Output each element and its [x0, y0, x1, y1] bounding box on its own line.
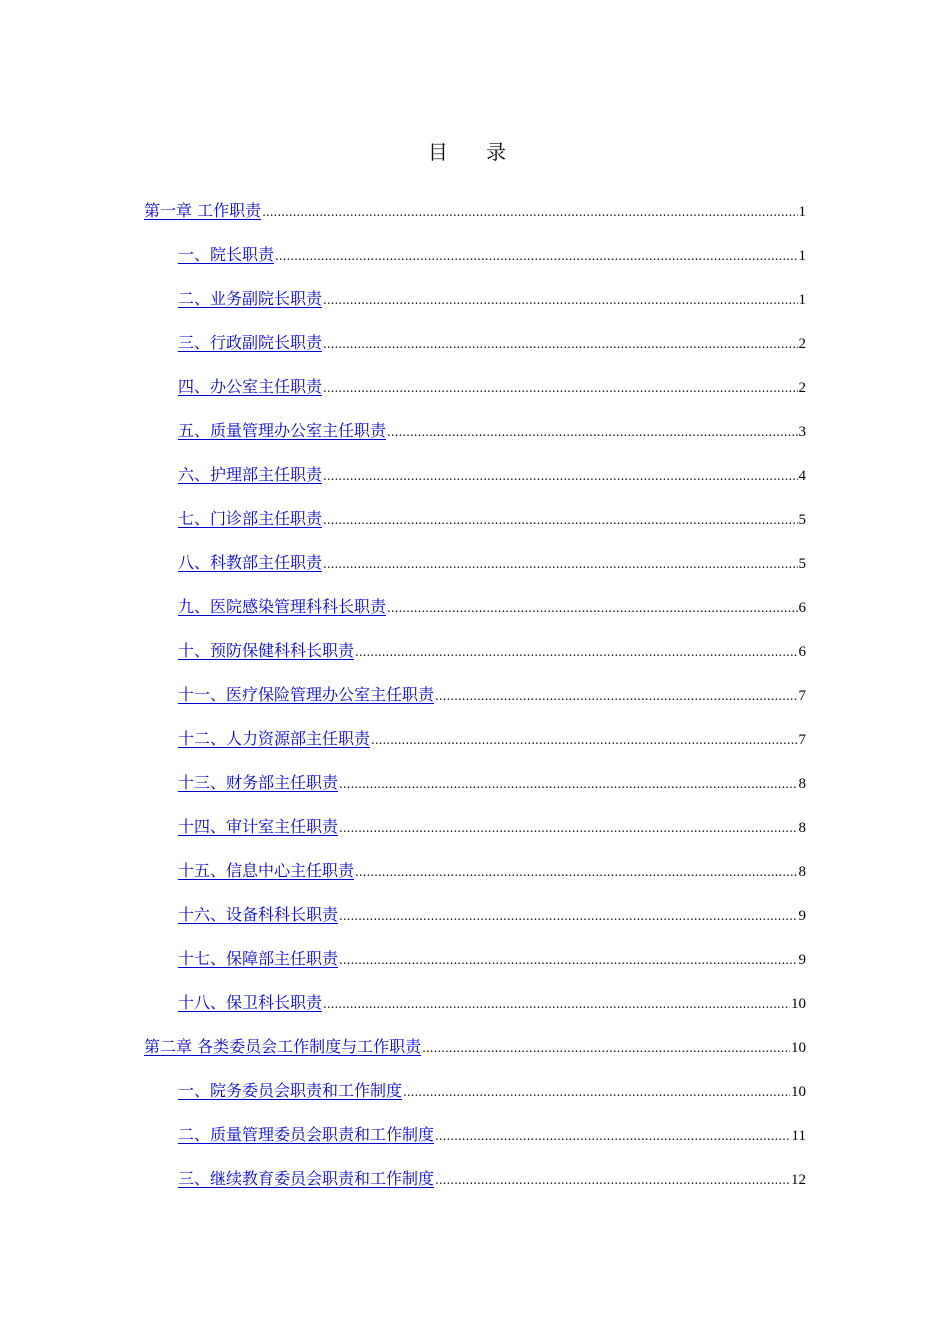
- dot-leader: [355, 858, 797, 886]
- toc-entry-link[interactable]: 三、继续教育委员会职责和工作制度: [178, 1169, 435, 1188]
- toc-entry-link[interactable]: 三、行政副院长职责: [178, 333, 323, 352]
- toc-page-number: 2: [798, 336, 806, 352]
- toc-page-number: 4: [798, 468, 806, 484]
- toc-entry-link[interactable]: 十、预防保健科科长职责: [178, 641, 355, 660]
- dot-leader: [339, 902, 797, 930]
- dot-leader: [262, 198, 797, 226]
- toc-entry-link[interactable]: 十一、医疗保险管理办公室主任职责: [178, 685, 435, 704]
- toc-section-entry[interactable]: [144, 417, 806, 461]
- dot-leader: [323, 990, 790, 1018]
- toc-page-number: 6: [798, 644, 806, 660]
- dot-leader: [387, 594, 797, 622]
- dot-leader: [275, 242, 797, 270]
- toc-section-entry[interactable]: [144, 989, 806, 1033]
- dot-leader: [323, 374, 797, 402]
- toc-entry-link[interactable]: 二、业务副院长职责: [178, 289, 323, 308]
- toc-entry-link[interactable]: 十六、设备科科长职责: [178, 905, 339, 924]
- toc-section-entry[interactable]: [144, 593, 806, 637]
- toc-section-entry[interactable]: [144, 241, 806, 285]
- toc-section-entry[interactable]: [144, 945, 806, 989]
- toc-section-entry[interactable]: [144, 461, 806, 505]
- toc-list: [144, 197, 806, 1209]
- toc-page-number: 9: [798, 952, 806, 968]
- toc-entry-link[interactable]: 一、院长职责: [178, 245, 275, 264]
- toc-page-number: 10: [791, 1084, 806, 1100]
- dot-leader: [387, 418, 797, 446]
- toc-entry-link[interactable]: 第二章 各类委员会工作制度与工作职责: [144, 1037, 422, 1056]
- toc-section-entry[interactable]: [144, 813, 806, 857]
- toc-page-number: 6: [798, 600, 806, 616]
- toc-section-entry[interactable]: [144, 285, 806, 329]
- toc-page-number: 12: [791, 1172, 806, 1188]
- toc-page-number: 5: [798, 512, 806, 528]
- toc-section-entry[interactable]: [144, 637, 806, 681]
- toc-entry-link[interactable]: 十七、保障部主任职责: [178, 949, 339, 968]
- toc-section-entry[interactable]: [144, 901, 806, 945]
- toc-entry-link[interactable]: 十三、财务部主任职责: [178, 773, 339, 792]
- toc-title: 目 录: [427, 140, 523, 164]
- toc-page-number: 1: [798, 248, 806, 264]
- toc-section-entry[interactable]: [144, 857, 806, 901]
- dot-leader: [435, 1166, 790, 1194]
- toc-entry-link[interactable]: 十二、人力资源部主任职责: [178, 729, 371, 748]
- toc-entry-link[interactable]: 七、门诊部主任职责: [178, 509, 323, 528]
- toc-section-entry[interactable]: [144, 1077, 806, 1121]
- dot-leader: [422, 1034, 790, 1062]
- dot-leader: [435, 1122, 791, 1150]
- toc-entry-link[interactable]: 十五、信息中心主任职责: [178, 861, 355, 880]
- dot-leader: [339, 946, 797, 974]
- toc-page-number: 10: [791, 996, 806, 1012]
- toc-section-entry[interactable]: [144, 681, 806, 725]
- dot-leader: [323, 506, 797, 534]
- toc-section-entry[interactable]: [144, 549, 806, 593]
- dot-leader: [339, 770, 797, 798]
- dot-leader: [323, 462, 797, 490]
- toc-page-number: 7: [798, 688, 806, 704]
- toc-page-number: 8: [798, 820, 806, 836]
- toc-chapter-entry[interactable]: [144, 197, 806, 241]
- toc-entry-link[interactable]: 四、办公室主任职责: [178, 377, 323, 396]
- toc-section-entry[interactable]: [144, 725, 806, 769]
- dot-leader: [403, 1078, 790, 1106]
- dot-leader: [323, 550, 797, 578]
- toc-entry-link[interactable]: 第一章 工作职责: [144, 201, 262, 220]
- toc-page-number: 8: [798, 864, 806, 880]
- dot-leader: [371, 726, 797, 754]
- toc-entry-link[interactable]: 十四、审计室主任职责: [178, 817, 339, 836]
- toc-section-entry[interactable]: [144, 769, 806, 813]
- toc-page-number: 1: [798, 204, 806, 220]
- dot-leader: [323, 286, 797, 314]
- toc-page-number: 5: [798, 556, 806, 572]
- toc-entry-link[interactable]: 八、科教部主任职责: [178, 553, 323, 572]
- toc-section-entry[interactable]: [144, 1165, 806, 1209]
- toc-page-number: 8: [798, 776, 806, 792]
- toc-page-number: 1: [798, 292, 806, 308]
- toc-section-entry[interactable]: [144, 505, 806, 549]
- dot-leader: [435, 682, 797, 710]
- toc-entry-link[interactable]: 五、质量管理办公室主任职责: [178, 421, 387, 440]
- toc-entry-link[interactable]: 一、院务委员会职责和工作制度: [178, 1081, 403, 1100]
- toc-page-number: 9: [798, 908, 806, 924]
- toc-page-number: 10: [791, 1040, 806, 1056]
- toc-entry-link[interactable]: 六、护理部主任职责: [178, 465, 323, 484]
- toc-entry-link[interactable]: 九、医院感染管理科科长职责: [178, 597, 387, 616]
- toc-page-number: 2: [798, 380, 806, 396]
- toc-page-number: 7: [798, 732, 806, 748]
- toc-page-number: 11: [791, 1128, 806, 1144]
- toc-entry-link[interactable]: 十八、保卫科长职责: [178, 993, 323, 1012]
- toc-section-entry[interactable]: [144, 373, 806, 417]
- toc-entry-link[interactable]: 二、质量管理委员会职责和工作制度: [178, 1125, 435, 1144]
- toc-section-entry[interactable]: [144, 329, 806, 373]
- toc-chapter-entry[interactable]: [144, 1033, 806, 1077]
- dot-leader: [323, 330, 797, 358]
- toc-section-entry[interactable]: [144, 1121, 806, 1165]
- dot-leader: [339, 814, 797, 842]
- dot-leader: [355, 638, 797, 666]
- toc-page-number: 3: [798, 424, 806, 440]
